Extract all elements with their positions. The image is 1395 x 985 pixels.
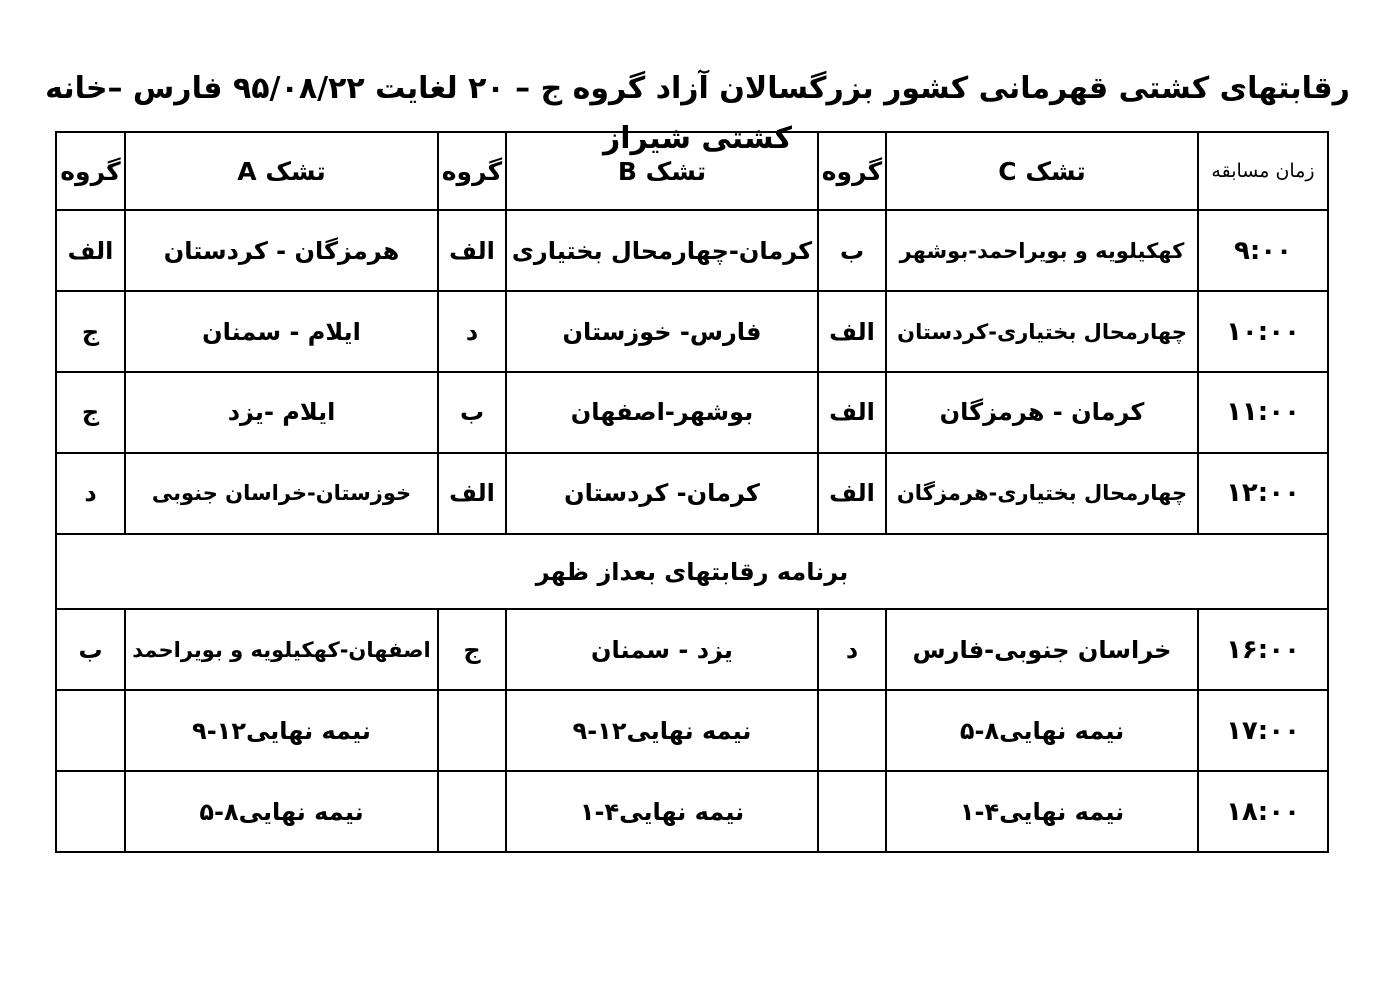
mat-a-cell: اصفهان-کهکیلویه و بویراحمد [125, 609, 438, 690]
time-cell: ۱۸:۰۰ [1198, 771, 1328, 852]
group-a-cell [56, 690, 125, 771]
header-group-b: گروه [438, 132, 506, 210]
mat-c-cell: چهارمحال بختیاری-کردستان [886, 291, 1198, 372]
group-a-cell: ج [56, 372, 125, 453]
time-cell: ۱۷:۰۰ [1198, 690, 1328, 771]
mat-c-cell: نیمه نهایی۴-۱ [886, 771, 1198, 852]
group-c-cell: الف [818, 453, 886, 534]
header-mat-b: تشک B [506, 132, 818, 210]
mat-a-cell: نیمه نهایی۱۲-۹ [125, 690, 438, 771]
mat-c-cell: خراسان جنوبی-فارس [886, 609, 1198, 690]
mat-b-cell: نیمه نهایی۴-۱ [506, 771, 818, 852]
group-b-cell [438, 690, 506, 771]
group-c-cell: الف [818, 372, 886, 453]
group-c-cell [818, 690, 886, 771]
mat-b-cell: یزد - سمنان [506, 609, 818, 690]
group-a-cell: د [56, 453, 125, 534]
group-b-cell: ج [438, 609, 506, 690]
table-row [56, 771, 1328, 852]
mat-b-cell: بوشهر-اصفهان [506, 372, 818, 453]
mat-c-cell: چهارمحال بختیاری-هرمزگان [886, 453, 1198, 534]
table-row [56, 690, 1328, 771]
schedule-table [55, 131, 1329, 853]
group-b-cell: الف [438, 210, 506, 291]
mat-c-cell: کهکیلویه و بویراحمد-بوشهر [886, 210, 1198, 291]
mat-b-cell: فارس- خوزستان [506, 291, 818, 372]
mat-b-cell: نیمه نهایی۱۲-۹ [506, 690, 818, 771]
time-cell: ۱۱:۰۰ [1198, 372, 1328, 453]
mat-b-cell: کرمان-چهارمحال بختیاری [506, 210, 818, 291]
mat-c-cell: نیمه نهایی۸-۵ [886, 690, 1198, 771]
mat-b-cell: کرمان- کردستان [506, 453, 818, 534]
time-cell: ۹:۰۰ [1198, 210, 1328, 291]
afternoon-divider-row [56, 534, 1328, 610]
group-c-cell [818, 771, 886, 852]
group-a-cell: ج [56, 291, 125, 372]
mat-c-cell: کرمان - هرمزگان [886, 372, 1198, 453]
group-c-cell: الف [818, 291, 886, 372]
mat-a-cell: ایلام - سمنان [125, 291, 438, 372]
header-time: زمان مسابقه [1198, 132, 1328, 210]
mat-a-cell: خوزستان-خراسان جنوبی [125, 453, 438, 534]
group-b-cell: ب [438, 372, 506, 453]
mat-a-cell: نیمه نهایی۸-۵ [125, 771, 438, 852]
group-a-cell [56, 771, 125, 852]
header-row [56, 132, 1328, 210]
mat-a-cell: ایلام -یزد [125, 372, 438, 453]
group-b-cell [438, 771, 506, 852]
header-mat-a: تشک A [125, 132, 438, 210]
time-cell: ۱۰:۰۰ [1198, 291, 1328, 372]
group-c-cell: ب [818, 210, 886, 291]
group-c-cell: د [818, 609, 886, 690]
table-row [56, 609, 1328, 690]
group-b-cell: د [438, 291, 506, 372]
group-a-cell: الف [56, 210, 125, 291]
page-title: رقابتهای کشتی قهرمانی کشور بزرگسالان آزاد گروه ج – ۲۰ لغایت ۹۵/۰۸/۲۲ فارس –خانه کشتی شیراز [45, 71, 1350, 156]
header-group-a: گروه [56, 132, 125, 210]
header-group-c: گروه [818, 132, 886, 210]
time-cell: ۱۲:۰۰ [1198, 453, 1328, 534]
time-cell: ۱۶:۰۰ [1198, 609, 1328, 690]
table-row [56, 453, 1328, 534]
group-a-cell: ب [56, 609, 125, 690]
group-b-cell: الف [438, 453, 506, 534]
table-row [56, 210, 1328, 291]
table-row [56, 291, 1328, 372]
table-row [56, 372, 1328, 453]
header-mat-c: تشک C [886, 132, 1198, 210]
mat-a-cell: هرمزگان - کردستان [125, 210, 438, 291]
afternoon-label: برنامه رقابتهای بعداز ظهر [56, 534, 1328, 610]
